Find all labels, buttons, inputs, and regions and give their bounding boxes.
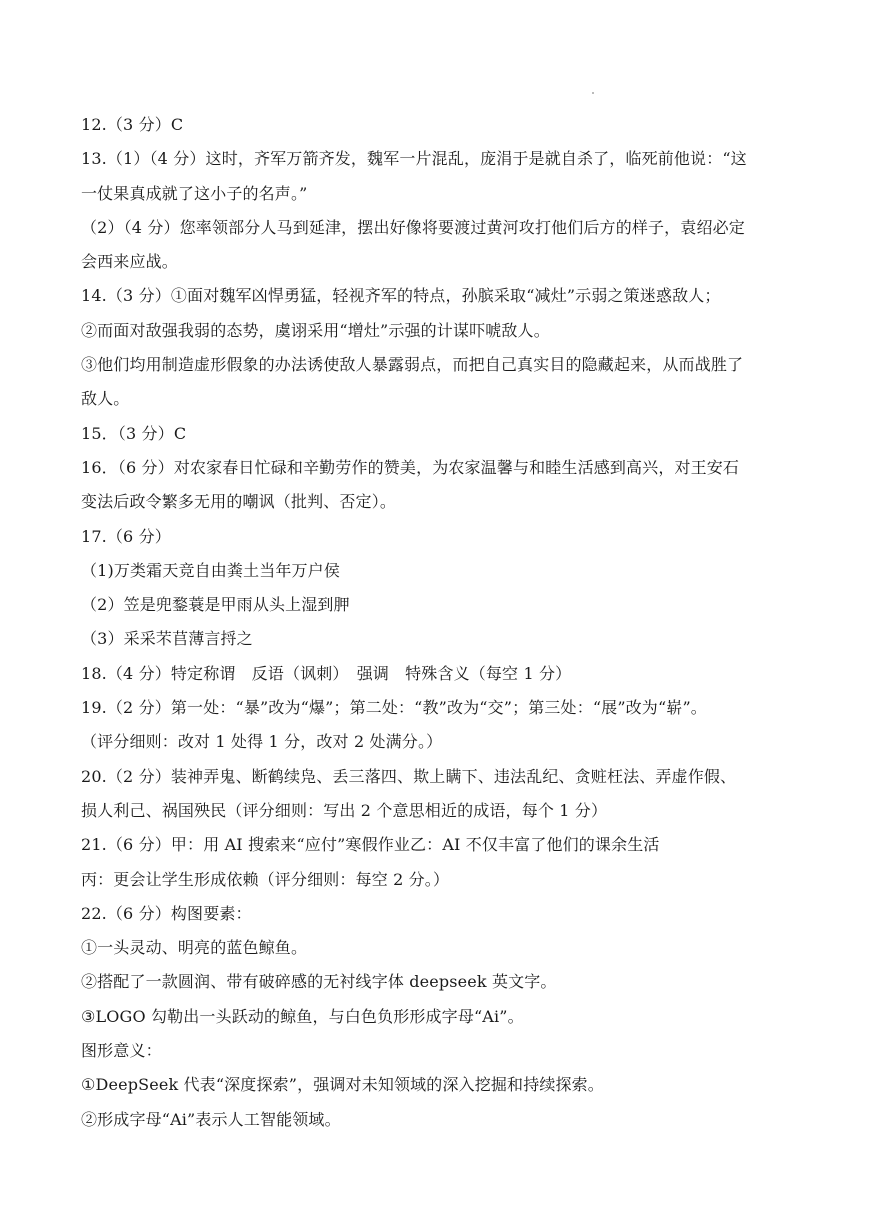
text-line-q22-meaning-2: ②形成字母“Ai”表示人工智能领域。 (81, 1109, 341, 1129)
text-line-q17: 17.（6 分） (81, 526, 171, 546)
scan-mark (592, 92, 594, 94)
text-line-q19-b: （评分细则：改对 1 处得 1 分，改对 2 处满分。） (81, 732, 443, 752)
text-line-q17-3: （3）采采芣苢薄言捋之 (81, 629, 253, 649)
text-line-q12: 12.（3 分）C (81, 115, 184, 134)
text-line-q14-d: 敌人。 (81, 389, 130, 409)
text-line-q14-c: ③他们均用制造虚形假象的办法诱使敌人暴露弱点，而把自己真实目的隐藏起来，从而战胜了 (81, 355, 744, 375)
text-line-q17-2: （2）笠是兜鍪蓑是甲雨从头上湿到胛 (81, 595, 350, 615)
text-line-q21-b: 丙：更会让学生形成依赖（评分细则：每空 2 分。） (81, 869, 450, 889)
text-line-q22-1: ①一头灵动、明亮的蓝色鲸鱼。 (81, 938, 308, 958)
text-line-q14-b: ②而面对敌强我弱的态势，虞诩采用“增灶”示强的计谋吓唬敌人。 (81, 320, 550, 340)
text-line-q21-a: 21.（6 分）甲：用 AI 搜索来“应付”寒假作业乙：AI 不仅丰富了他们的课余生活 (81, 835, 660, 855)
answer-key-text (81, 108, 821, 1137)
text-line-q22-2: ②搭配了一款圆润、带有破碎感的无衬线字体 deepseek 英文字。 (81, 972, 557, 992)
text-line-q13-2b: 会西来应战。 (81, 252, 178, 272)
text-line-q16-a: 16．（6 分）对农家春日忙碌和辛勤劳作的赞美，为农家温馨与和睦生活感到高兴，对王安石 (81, 457, 740, 477)
text-line-q16-b: 变法后政令繁多无用的嘲讽（批判、否定）。 (81, 492, 397, 512)
text-line-q14-a: 14.（3 分）①面对魏军凶悍勇猛，轻视齐军的特点，孙膑采取“减灶”示弱之策迷惑敌人； (81, 286, 721, 306)
text-line-q22-meaning-1: ①DeepSeek 代表“深度探索”，强调对未知领域的深入挖掘和持续探索。 (81, 1075, 604, 1095)
text-line-q13-2a: （2）（4 分）您率领部分人马到延津，摆出好像将要渡过黄河攻打他们后方的样子，袁绍必定 (81, 217, 745, 237)
text-line-q22-3: ③LOGO 勾勒出一头跃动的鲸鱼，与白色负形形成字母“Ai”。 (81, 1006, 524, 1026)
text-line-q20-a: 20.（2 分）装神弄鬼、断鹤续凫、丢三落四、欺上瞒下、违法乱纪、贪赃枉法、弄虚作假、 (81, 766, 737, 786)
text-line-q22-meaning: 图形意义： (81, 1041, 162, 1061)
text-line-q22: 22.（6 分）构图要素： (81, 903, 252, 923)
text-line-q17-1: （1)万类霜天竞自由粪土当年万户侯 (81, 560, 340, 580)
text-line-q13-1a: 13.（1）（4 分）这时，齐军万箭齐发，魏军一片混乱，庞涓于是就自杀了，临死前他说：“这 (81, 149, 747, 169)
text-line-q20-b: 损人利己、祸国殃民（评分细则：写出 2 个意思相近的成语，每个 1 分） (81, 800, 608, 820)
text-line-q13-1b: 一仗果真成就了这小子的名声。” (81, 183, 308, 203)
text-line-q18: 18.（4 分）特定称谓 反语（讽刺） 强调 特殊含义（每空 1 分） (81, 663, 572, 683)
text-line-q15: 15．（3 分）C (81, 423, 187, 443)
text-line-q19-a: 19.（2 分）第一处：“暴”改为“爆”；第二处：“教”改为“交”；第三处：“展”改为“崭”。 (81, 698, 707, 718)
